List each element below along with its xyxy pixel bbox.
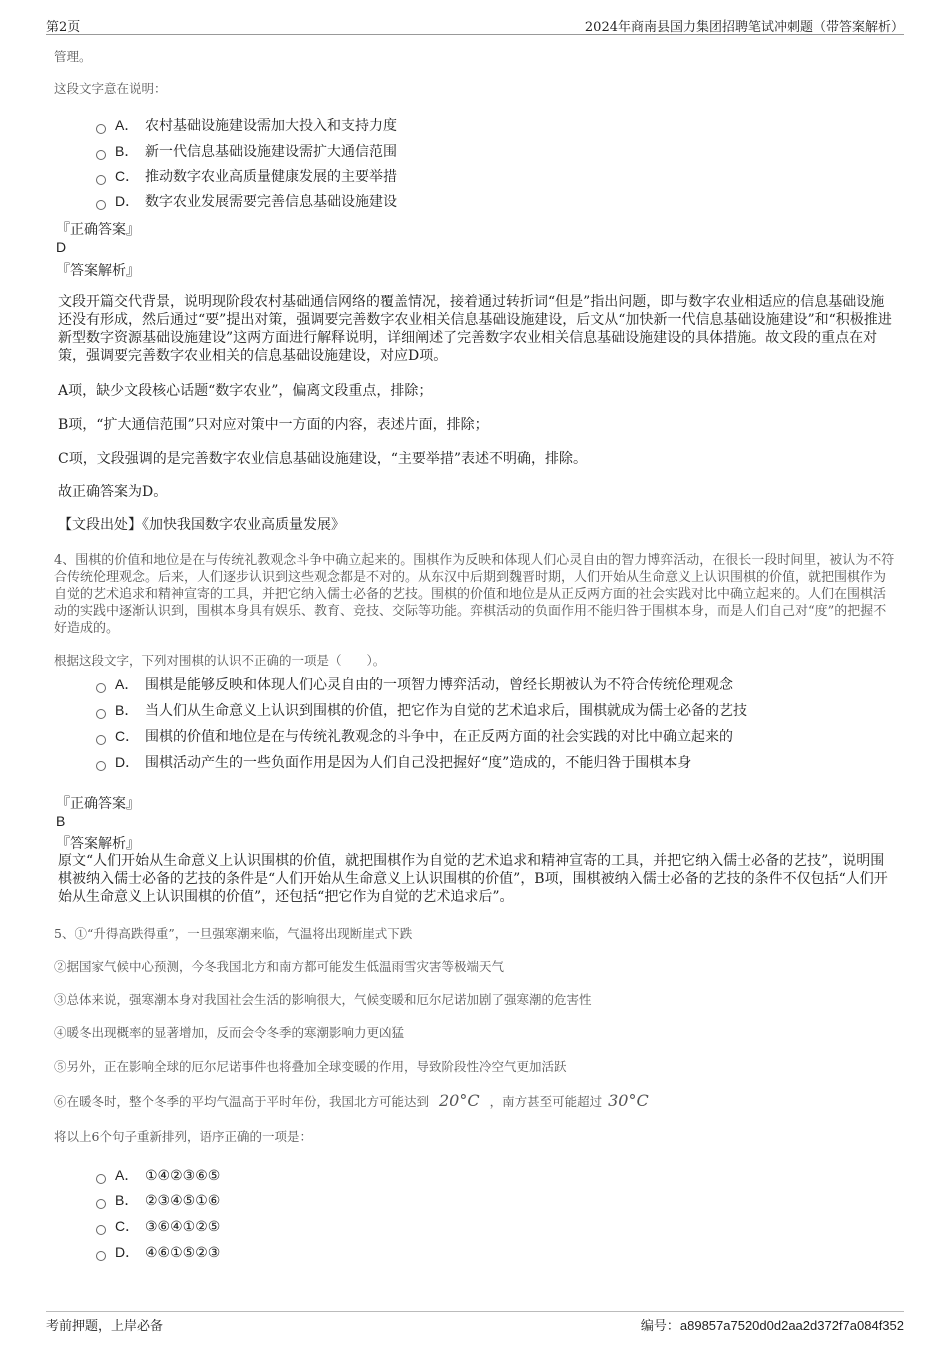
q3-option-b[interactable] [96,141,397,161]
q5-sentence-1: 5、①“升得高跌得重”，一旦强寒潮来临，气温将出现断崖式下跌 [54,926,413,941]
q4-option-a[interactable] [96,674,733,694]
q3-top-line: 管理。 [54,49,92,64]
q4-stem: 4、围棋的价值和地位是在与传统礼教观念斗争中确立起来的。围棋作为反映和体现人们心灵自由的智力博弈活动，在很长一段时间里，被认为不符合传统伦理观念。后来，人们逐步认识到这些观念都是不对的。从东汉中后期到魏晋时期，人们开始从生命意义上认识围棋的价值，就把围棋作为自觉的艺术追求和精神宣寄的工具，并把它纳入儒士必备的艺技。围棋的价值和地位是从正反两方面的社会实践对比中确立起来的。人们在围棋活动的实践中逐渐认识到，围棋本身具有娱乐、教育、竞技、交际等功能。弈棋活动的负面作用不能归咎于围棋本身，而是人们自己对“度”的把握不好造成的。 [54,553,895,636]
sentence-6-part-2: ，南方甚至可能超过 [489,1094,603,1109]
radio-icon[interactable] [96,683,106,693]
option-letter: B． [115,1192,139,1208]
option-letter: C． [115,1218,140,1234]
option-letter: B． [115,143,139,159]
document-title: 2024年商南县国力集团招聘笔试冲刺题（带答案解析） [584,20,904,35]
code-value: a89857a7520d0d2aa2d372f7a084f352 [679,1318,904,1333]
option-letter: C． [115,728,140,744]
q5-option-b[interactable] [96,1190,220,1210]
q3-option-a[interactable] [96,115,397,135]
footer-slogan: 考前押题，上岸必备 [46,1319,164,1334]
code-label: 编号： [640,1319,680,1334]
q5-option-d[interactable] [96,1242,220,1262]
q4-answer: B [56,813,66,829]
q3-prompt: 这段文字意在说明： [54,81,167,96]
q4-analysis-tag: 『答案解析』 [56,836,140,852]
page-number: 第2页 [46,20,81,35]
q3-option-c[interactable] [96,166,397,186]
q5-prompt: 将以上6个句子重新排列，语序正确的一项是： [54,1129,312,1144]
q4-option-b[interactable] [96,700,747,720]
radio-icon[interactable] [96,1174,106,1184]
option-text: ①④②③⑥⑤ [145,1168,221,1184]
q4-analysis: 原文“人们开始从生命意义上认识围棋的价值，就把围棋作为自觉的艺术追求和精神宣寄的工具，并把它纳入儒士必备的艺技”，说明围棋被纳入儒士必备的艺技的条件是“人们开始从生命意义上认识围棋的价值”，B项，围棋被纳入儒士必备的艺技的条件不仅包括“人们开始从生命意义上认识围棋的价值”，还包括“把它作为自觉的艺术追求后”。 [58,853,888,905]
radio-icon[interactable] [96,200,106,210]
option-text: 当人们从生命意义上认识到围棋的价值，把它作为自觉的艺术追求后，围棋就成为儒士必备的艺技 [145,703,747,719]
radio-icon[interactable] [96,1251,106,1261]
radio-icon[interactable] [96,1225,106,1235]
option-text: 数字农业发展需要完善信息基础设施建设 [145,194,397,210]
radio-icon[interactable] [96,1199,106,1209]
option-letter: D． [115,754,140,770]
option-letter: D． [115,193,140,209]
sentence-6-part-1: ⑥在暖冬时，整个冬季的平均气温高于平时年份，我国北方可能达到 [54,1094,430,1109]
option-letter: A． [115,676,139,692]
q4-option-c[interactable] [96,726,733,746]
q5-sentence-6 [54,1092,649,1110]
q3-analysis-a: A项，缺少文段核心话题“数字农业”，偏离文段重点，排除； [58,383,433,399]
option-text: 围棋的价值和地位是在与传统礼教观念的斗争中，在正反两方面的社会实践的对比中确立起来的 [145,729,733,745]
q3-analysis-paragraph: 文段开篇交代背景，说明现阶段农村基础通信网络的覆盖情况，接着通过转折词“但是”指出问题，即与数字农业相适应的信息基础设施还没有形成，然后通过“要”提出对策，强调要完善数字农业相关信息基础设施建设，后文从“加快新一代信息基础设施建设”和“积极推进新型数字资源基础设施建设”这两方面进行解释说明，详细阐述了完善数字农业相关信息基础设施建设的具体措施。故文段的重点在对策，强调要完善数字农业相关的信息基础设施建设，对应D项。 [58,294,892,364]
q5-sentence-2: ②据国家气候中心预测，今冬我国北方和南方都可能发生低温雨雪灾害等极端天气 [54,959,505,974]
radio-icon[interactable] [96,124,106,134]
q5-sentence-5: ⑤另外，正在影响全球的厄尔尼诺事件也将叠加全球变暖的作用，导致阶段性冷空气更加活跃 [54,1059,567,1074]
q3-answer: D [56,239,67,255]
q3-answer-tag: 『正确答案』 [56,222,140,238]
radio-icon[interactable] [96,761,106,771]
option-text: 新一代信息基础设施建设需扩大通信范围 [145,144,397,160]
radio-icon[interactable] [96,175,106,185]
q3-source: 【文段出处】《加快我国数字农业高质量发展》 [58,517,345,533]
option-letter: A． [115,1167,139,1183]
q5-option-c[interactable] [96,1216,220,1236]
temperature-north: 20°C [439,1091,480,1110]
option-text: 围棋是能够反映和体现人们心灵自由的一项智力博弈活动，曾经长期被认为不符合传统伦理观念 [145,677,733,693]
page-header [46,14,904,35]
q3-option-d[interactable] [96,191,397,211]
radio-icon[interactable] [96,735,106,745]
option-text: ④⑥①⑤②③ [145,1245,221,1261]
document-code [641,1315,904,1334]
option-text: ③⑥④①②⑤ [145,1219,221,1235]
option-letter: A． [115,117,139,133]
q4-option-d[interactable] [96,752,691,772]
q5-sentence-3: ③总体来说，强寒潮本身对我国社会生活的影响很大，气候变暖和厄尔尼诺加剧了强寒潮的危害性 [54,992,592,1007]
q5-sentence-4: ④暖冬出现概率的显著增加，反而会令冬季的寒潮影响力更凶猛 [54,1025,405,1040]
q4-answer-tag: 『正确答案』 [56,796,140,812]
option-letter: D． [115,1244,140,1260]
q3-analysis-b: B项，“扩大通信范围”只对应对策中一方面的内容，表述片面，排除； [58,417,489,433]
option-text: 围棋活动产生的一些负面作用是因为人们自己没把握好“度”造成的，不能归咎于围棋本身 [145,755,692,771]
q4-prompt: 根据这段文字，下列对围棋的认识不正确的一项是（ ）。 [54,653,386,668]
option-letter: C． [115,168,140,184]
q3-analysis-c: C项，文段强调的是完善数字农业信息基础设施建设，“主要举措”表述不明确，排除。 [58,451,588,467]
radio-icon[interactable] [96,150,106,160]
q3-conclusion: 故正确答案为D。 [58,484,168,500]
option-text: 推动数字农业高质量健康发展的主要举措 [145,169,397,185]
q3-analysis-tag: 『答案解析』 [56,263,140,279]
radio-icon[interactable] [96,709,106,719]
q5-option-a[interactable] [96,1165,220,1185]
option-text: 农村基础设施建设需加大投入和支持力度 [145,118,397,134]
option-letter: B． [115,702,139,718]
temperature-south: 30°C [608,1091,649,1110]
page-footer [46,1311,904,1336]
option-text: ②③④⑤①⑥ [145,1193,221,1209]
